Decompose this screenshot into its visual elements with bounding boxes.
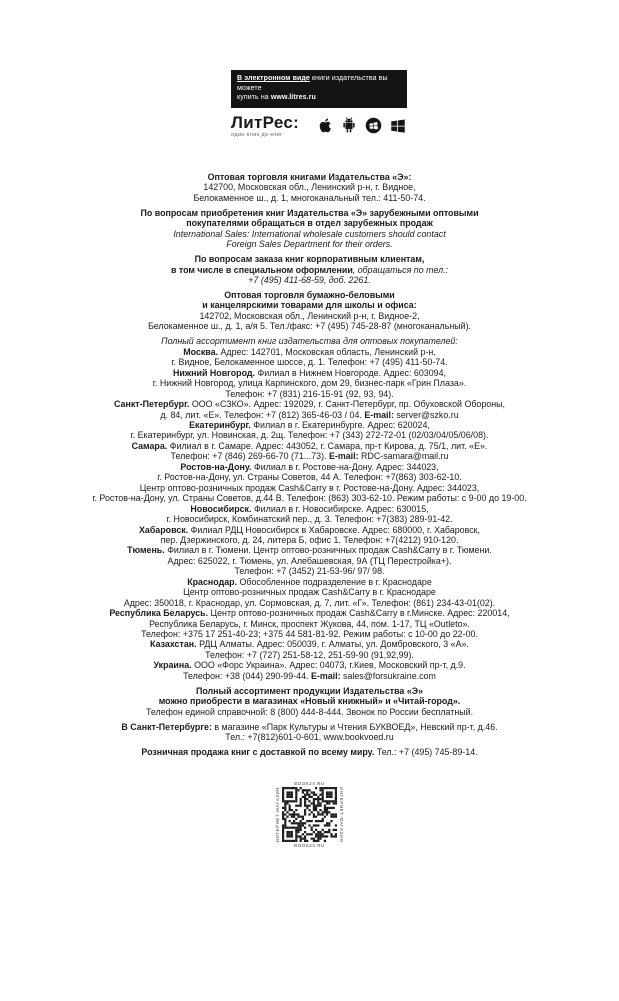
text-segment: Телефон: +7 (727) 251-58-12, 251-59-90 (91,92,99).	[205, 649, 414, 660]
text-segment: Республика Беларусь.	[109, 608, 211, 619]
doc-line	[20, 650, 599, 660]
doc-line	[20, 254, 599, 264]
text-segment: Адрес: 350018, г. Краснодар, ул. Сормовская, д. 7, лит. «Г». Телефон: (861) 234-43-01(02).	[123, 597, 496, 608]
text-segment: Адрес: 625022, г. Тюмень, ул. Алебашевская, 9А (ТЦ Перестройка+).	[167, 555, 452, 566]
worldwide-delivery	[20, 747, 599, 757]
text-segment: E-mail:	[310, 670, 344, 681]
doc-line	[20, 707, 599, 717]
stationery-wholesale	[20, 290, 599, 332]
text-segment: server@szko.ru	[396, 409, 459, 420]
doc-line	[20, 193, 599, 203]
doc-line	[20, 321, 599, 331]
text-segment: РДЦ Алматы. Адрес: 050039, г. Алматы, ул. Домбровского, 3 «А».	[199, 639, 469, 650]
doc-line	[20, 608, 599, 618]
text-segment: ООО «СЗКО». Адрес: 192029, г. Санкт-Петербург, пр. Обуховской Обороны,	[191, 399, 505, 410]
doc-line	[20, 311, 599, 321]
qr-left-label: ИНТЕРНЕТ-МАГАЗИН	[275, 787, 280, 843]
doc-line	[20, 410, 599, 420]
text-segment: Украина.	[153, 660, 195, 671]
windows-tiles-icon	[389, 117, 407, 135]
doc-line	[20, 629, 599, 639]
doc-line	[20, 300, 599, 310]
text-segment: По вопросам заказа книг корпоративным клиентам,	[194, 254, 425, 265]
doc-line	[20, 535, 599, 545]
text-segment: Казахстан.	[150, 639, 200, 650]
doc-line	[20, 639, 599, 649]
text-segment: купить на	[237, 94, 271, 102]
text-segment: Краснодар.	[187, 576, 240, 587]
litres-banner	[231, 70, 407, 108]
text-segment: Телефон единой справочной: 8 (800) 444-8-444. Звонок по России бесплатный.	[145, 706, 474, 717]
doc-line	[20, 218, 599, 228]
text-segment: Адрес: 142701, Московская область, Ленинский р-н,	[220, 346, 436, 357]
doc-line	[20, 514, 599, 524]
text-segment: ООО «Форс Украина». Адрес: 04073, г.Киев, Московский пр-т, д.9.	[194, 660, 466, 671]
text-segment: книги издательства вы можете	[237, 75, 388, 92]
text-segment: Розничная продажа книг с доставкой по всему миру.	[141, 747, 377, 758]
text-segment: E-mail:	[328, 451, 362, 462]
text-segment: Самара.	[131, 440, 170, 451]
doc-line	[20, 556, 599, 566]
android-icon	[340, 116, 358, 135]
text-segment: Оптовая торговля книгами Издательства «Э»:	[207, 172, 412, 182]
doc-line	[20, 722, 599, 732]
text-segment: Хабаровск.	[138, 524, 191, 535]
doc-line	[237, 74, 401, 93]
text-segment: RDC-samara@mail.ru	[361, 451, 449, 462]
international-sales	[20, 208, 599, 250]
text-segment: Телефон: +7 (3452) 21-53-96/ 97/ 98.	[234, 566, 385, 577]
text-segment: Полный ассортимент книг издательства для оптовых покупателей:	[161, 336, 458, 347]
text-segment: В электронном виде	[237, 75, 310, 82]
qr-right-label: ИНТЕРНЕТ-МАГАЗИН	[339, 787, 344, 843]
doc-line	[20, 577, 599, 587]
text-segment: Москва.	[183, 346, 221, 357]
doc-line	[20, 451, 599, 461]
platform-icons	[317, 116, 407, 135]
doc-line	[20, 430, 599, 440]
text-segment: г. Екатеринбург, ул. Новинская, д. 2щ. Телефон: +7 (343) 272-72-01 (02/03/04/05/06/08).	[130, 430, 489, 441]
text-segment: Foreign Sales Department for their orders.	[226, 239, 393, 250]
litres-logo-tagline: один клик до книг	[231, 131, 283, 138]
doc-line	[20, 566, 599, 576]
text-segment: Обособленное подразделение в г. Краснодаре	[239, 576, 432, 587]
text-segment: Телефон: +7 (831) 216-15-91 (92, 93, 94).	[225, 388, 394, 399]
text-segment: пер. Дзержинского, д. 24, литера Б, офис 1. Телефон: +7(4212) 910-120.	[160, 534, 459, 545]
doc-line	[20, 347, 599, 357]
text-segment: Филиал в г. Самаре. Адрес: 443052, г. Самара, пр-т Кирова, д. 75/1, лит. «Е».	[169, 440, 488, 451]
litres-ad-block	[231, 70, 407, 138]
text-segment: Филиал в г. Тюмени. Центр оптово-розничных продаж Cash&Carry в г. Тюмени.	[167, 545, 492, 556]
doc-line	[20, 587, 599, 597]
qr-bottom-label: BOOK24.RU	[294, 843, 325, 849]
qr-top-label: BOOK24.RU	[294, 781, 325, 786]
text-segment: Филиал в г. Ростове-на-Дону. Адрес: 344023,	[253, 461, 439, 472]
doc-line	[20, 462, 599, 472]
text-segment: Филиал в Нижнем Новгороде. Адрес: 603094,	[257, 367, 446, 378]
text-segment: 142700, Московская обл., Ленинский р-н, г. Видное,	[203, 182, 416, 193]
doc-line	[20, 483, 599, 493]
regional-branches	[20, 336, 599, 681]
wholesale-books	[20, 172, 599, 203]
text-segment: , обращаться по тел.:	[352, 264, 449, 275]
text-segment: Республика Беларусь, г. Минск, проспект Жукова, 44, пом. 1-17, ТЦ «Outleto».	[149, 618, 470, 629]
doc-line	[20, 441, 599, 451]
apple-icon	[317, 116, 334, 135]
text-segment: Центр оптово-розничных продаж Cash&Carry в г.Минске. Адрес: 220014,	[210, 608, 510, 619]
doc-line	[20, 504, 599, 514]
text-segment: Нижний Новгород.	[173, 367, 258, 378]
corporate-orders	[20, 254, 599, 285]
litres-logo-name: ЛитРес:	[231, 112, 300, 132]
text-segment: Белокаменное ш., д. 1, а/я 5. Тел./факс: +7 (495) 745-28-87 (многоканальный).	[147, 321, 472, 332]
text-segment: International Sales: International wholesale customers should contact	[173, 228, 446, 239]
text-segment: в магазине «Парк Культуры и Чтения БУКВОЕД», Невский пр-т, д.46.	[214, 721, 498, 732]
text-segment: sales@forsukraine.com	[343, 670, 436, 681]
text-segment: Тел.: +7 (495) 745-89-14.	[376, 747, 478, 758]
text-segment: д. 84, лит. «Е». Телефон: +7 (812) 365-46-03 / 04.	[160, 409, 365, 420]
doc-line	[20, 378, 599, 388]
doc-line	[20, 696, 599, 706]
text-segment: Оптовая торговля бумажно-беловыми	[224, 290, 395, 301]
doc-line	[20, 545, 599, 555]
doc-line	[20, 265, 599, 275]
litres-logo-row	[231, 114, 407, 138]
doc-line	[20, 399, 599, 409]
doc-line	[20, 389, 599, 399]
text-segment: Санкт-Петербург.	[114, 399, 192, 410]
text-segment: Новосибирск.	[190, 503, 254, 514]
text-segment: Телефон: +38 (044) 290-99-44.	[183, 670, 311, 681]
qr-middle-row	[275, 787, 344, 842]
text-segment: Центр оптово-розничных продаж Cash&Carry в г. Ростове-на-Дону. Адрес: 344023,	[139, 482, 480, 493]
doc-line	[20, 619, 599, 629]
text-segment: и канцелярскими товарами для школы и офиса:	[202, 300, 417, 311]
doc-line	[20, 336, 599, 346]
text-segment: Белокаменное ш., д. 1, многоканальный тел.: 411-50-74.	[193, 192, 426, 203]
doc-line	[20, 368, 599, 378]
text-segment: покупателями обращаться в отдел зарубежных продаж	[186, 218, 433, 229]
text-segment: г. Ростов-на-Дону, ул. Страны Советов, 44 А. Телефон: +7(863) 303-62-10.	[157, 472, 462, 483]
spb-bookstore	[20, 722, 599, 743]
text-segment: Телефон: +375 17 251-40-23; +375 44 581-81-92. Режим работы: с 10-00 до 22-00.	[141, 629, 478, 640]
doc-line	[20, 472, 599, 482]
doc-line	[20, 182, 599, 192]
text-segment: Тел.: +7(812)601-0-601, www.bookvoed.ru	[225, 732, 394, 743]
retail-chains	[20, 686, 599, 717]
doc-line	[20, 357, 599, 367]
windows-circle-icon	[364, 116, 383, 135]
doc-line	[20, 208, 599, 218]
doc-line	[20, 660, 599, 670]
text-segment: Центр оптово-розничных продаж Cash&Carry в г. Краснодаре	[183, 587, 436, 598]
doc-line	[20, 671, 599, 681]
text-segment: можно приобрести в магазинах «Новый книжный» и «Читай-город».	[158, 696, 461, 707]
doc-line	[20, 420, 599, 430]
doc-line	[20, 172, 599, 182]
doc-line	[20, 732, 599, 742]
doc-line	[20, 239, 599, 249]
text-segment: г. Новосибирск, Комбинатский пер., д. 3. Телефон: +7(383) 289-91-42.	[166, 514, 453, 525]
doc-line	[20, 290, 599, 300]
text-segment: www.litres.ru	[270, 94, 316, 102]
text-segment: +7 (495) 411-68-59, доб. 2261.	[248, 275, 371, 286]
doc-line	[20, 493, 599, 503]
litres-logo	[231, 114, 299, 138]
text-segment: E-mail:	[364, 409, 397, 420]
doc-line	[20, 686, 599, 696]
text-segment: Филиал в г. Екатеринбурге. Адрес: 620024,	[253, 419, 430, 430]
doc-line	[237, 93, 401, 103]
text-segment: Тюмень.	[127, 545, 168, 556]
text-segment: г. Нижний Новгород, улица Карпинского, дом 29, бизнес-парк «Грин Плаза».	[152, 378, 467, 389]
doc-line	[20, 275, 599, 285]
doc-line	[20, 747, 599, 757]
text-segment: Филиал в г. Новосибирске. Адрес: 630015,	[253, 503, 429, 514]
text-segment: По вопросам приобретения книг Издательства «Э» зарубежными оптовыми	[140, 207, 479, 218]
text-segment: В Санкт-Петербурге:	[121, 721, 215, 732]
text-segment: в том числе в специальном оформлении	[170, 264, 353, 275]
text-segment: Филиал РДЦ Новосибирск в Хабаровске. Адрес: 680000, г. Хабаровск,	[190, 524, 481, 535]
text-segment: Екатеринбург.	[189, 419, 254, 430]
text-segment: 142702, Московская обл., Ленинский р-н, г. Видное-2,	[199, 310, 420, 321]
doc-line	[20, 525, 599, 535]
text-segment: Полный ассортимент продукции Издательства «Э»	[195, 685, 424, 696]
text-segment: г. Ростов-на-Дону, ул. Страны Советов, д.44 В. Телефон: (863) 303-62-10. Режим работы: с 9-00 до 19-00.	[92, 493, 527, 504]
text-segment: Телефон: +7 (846) 269-66-70 (71...73).	[170, 451, 329, 462]
book24-qr-block	[0, 780, 619, 849]
colophon-text	[20, 172, 599, 762]
text-segment: Ростов-на-Дону.	[180, 461, 254, 472]
doc-line	[20, 229, 599, 239]
doc-line	[20, 598, 599, 608]
qr-code	[282, 787, 337, 842]
text-segment: г. Видное, Белокаменное шоссе, д. 1. Телефон: +7 (495) 411-50-74.	[171, 357, 448, 368]
